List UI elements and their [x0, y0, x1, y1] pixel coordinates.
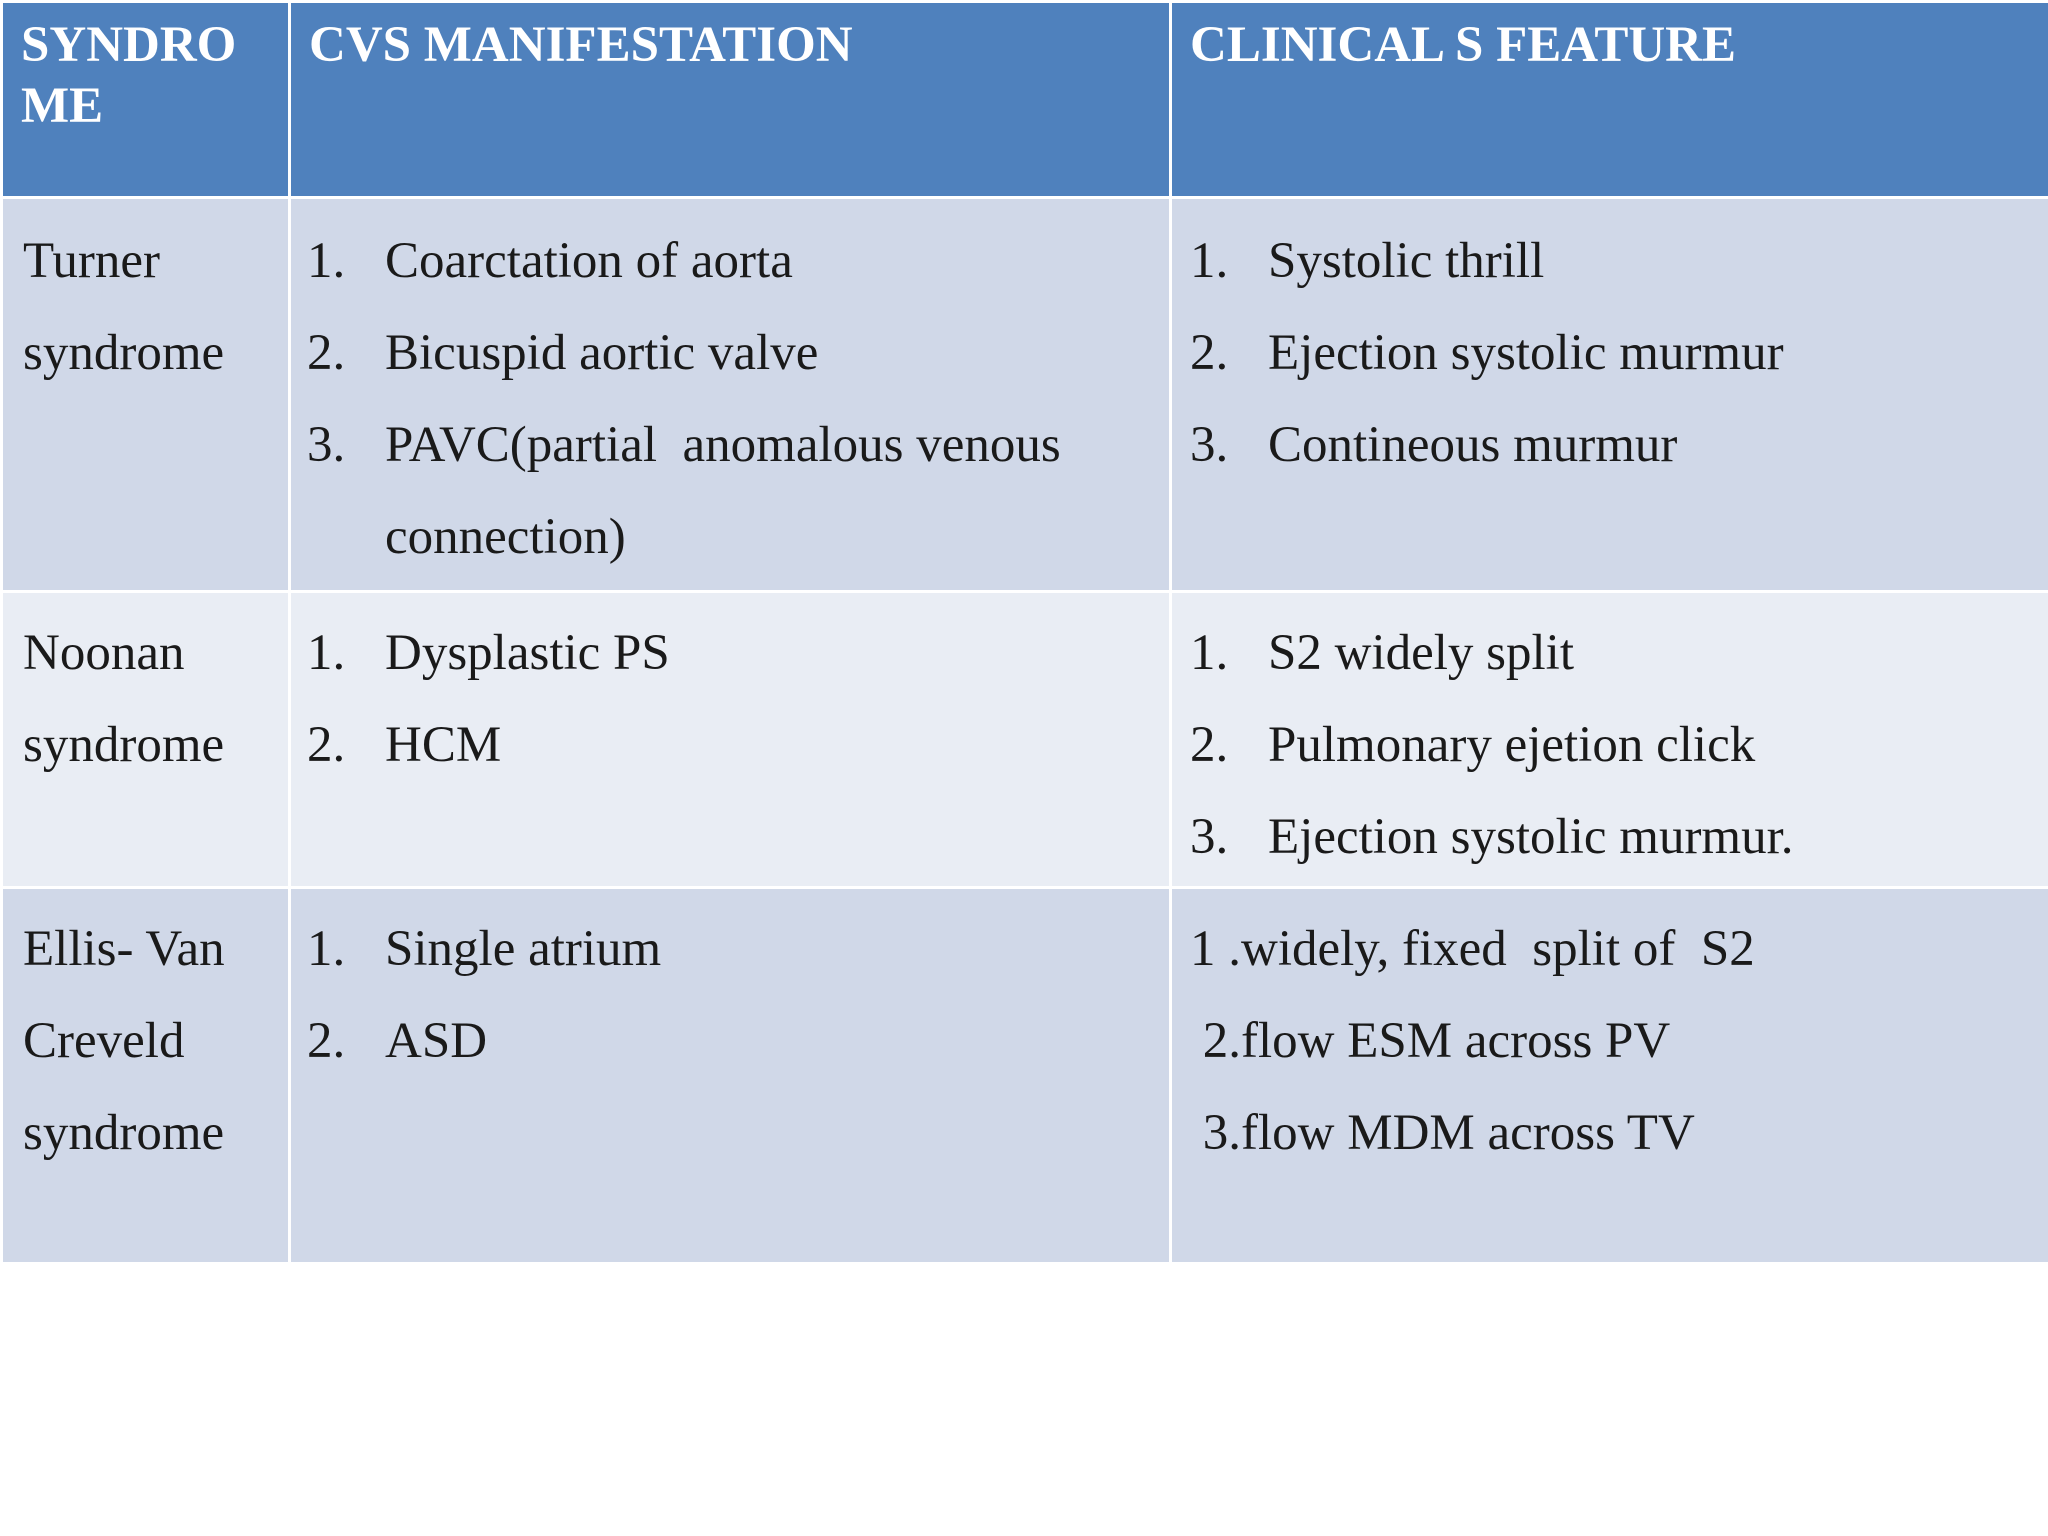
clinical-line: 1 .widely, fixed split of S2: [1190, 921, 1755, 977]
item-number: 2.: [1190, 325, 1229, 381]
header-cvs-manifestation: CVS MANIFESTATION: [290, 2, 1171, 198]
syndrome-name-line: Noonan: [23, 625, 185, 681]
clinical-list: [1190, 215, 2028, 491]
item-text: PAVC(partial anomalous venous connection): [385, 417, 1074, 565]
item-text: Contineous murmur: [1268, 417, 1678, 473]
item-number: 1.: [307, 625, 346, 681]
cvs-cell: [290, 592, 1171, 888]
clinical-list: [1190, 607, 2028, 883]
item-number: 2.: [1190, 717, 1229, 773]
item-text: Bicuspid aortic valve: [385, 325, 819, 381]
cvs-cell: [290, 888, 1171, 1264]
header-clinical-feature: CLINICAL S FEATURE: [1171, 2, 2048, 198]
table-row: [2, 198, 2048, 592]
list-item: [307, 699, 1149, 791]
list-item: [307, 607, 1149, 699]
syndrome-name-line: Creveld: [23, 1013, 185, 1069]
syndrome-cell: [2, 198, 290, 592]
cvs-list: [307, 607, 1149, 791]
clinical-cell: [1171, 592, 2048, 888]
cvs-list: [307, 215, 1149, 583]
list-item: [1190, 791, 2028, 883]
clinical-line: 2.flow ESM across PV: [1190, 1013, 1671, 1069]
cvs-cell: [290, 198, 1171, 592]
item-text: Coarctation of aorta: [385, 233, 793, 289]
item-text: Systolic thrill: [1268, 233, 1545, 289]
item-number: 3.: [1190, 417, 1229, 473]
item-text: Ejection systolic murmur: [1268, 325, 1784, 381]
item-number: 1.: [1190, 625, 1229, 681]
item-text: Ejection systolic murmur.: [1268, 809, 1794, 865]
item-number: 1.: [307, 233, 346, 289]
item-number: 2.: [307, 1013, 346, 1069]
syndrome-name-line: syndrome: [23, 325, 225, 381]
item-text: Dysplastic PS: [385, 625, 670, 681]
item-text: HCM: [385, 717, 502, 773]
list-item: [1190, 215, 2028, 307]
list-item: [1190, 399, 2028, 491]
item-number: 2.: [307, 325, 346, 381]
list-item: [307, 995, 1149, 1087]
item-text: ASD: [385, 1013, 488, 1069]
item-number: 3.: [307, 417, 346, 473]
syndrome-name-line: Turner: [23, 233, 160, 289]
list-item: [307, 399, 1149, 583]
clinical-line: 3.flow MDM across TV: [1190, 1105, 1695, 1161]
item-text: Single atrium: [385, 921, 662, 977]
header-row: [2, 2, 2048, 198]
list-item: [307, 215, 1149, 307]
item-text: Pulmonary ejetion click: [1268, 717, 1756, 773]
list-item: [1190, 699, 2028, 791]
list-item: [307, 307, 1149, 399]
syndrome-name-line: syndrome: [23, 717, 225, 773]
clinical-cell: [1171, 198, 2048, 592]
item-number: 2.: [307, 717, 346, 773]
syndrome-name-line: syndrome: [23, 1105, 225, 1161]
item-text: S2 widely split: [1268, 625, 1575, 681]
list-item: [1190, 307, 2028, 399]
cvs-list: [307, 903, 1149, 1087]
table-row: [2, 592, 2048, 888]
item-number: 1.: [1190, 233, 1229, 289]
syndrome-cell: [2, 888, 290, 1264]
list-item: [307, 903, 1149, 995]
item-number: 3.: [1190, 809, 1229, 865]
clinical-cell: [1171, 888, 2048, 1264]
syndrome-name-line: Ellis- Van: [23, 921, 225, 977]
header-syndrome: SYNDRO ME: [2, 2, 290, 198]
syndrome-cell: [2, 592, 290, 888]
list-item: [1190, 607, 2028, 699]
item-number: 1.: [307, 921, 346, 977]
table-row: [2, 888, 2048, 1264]
